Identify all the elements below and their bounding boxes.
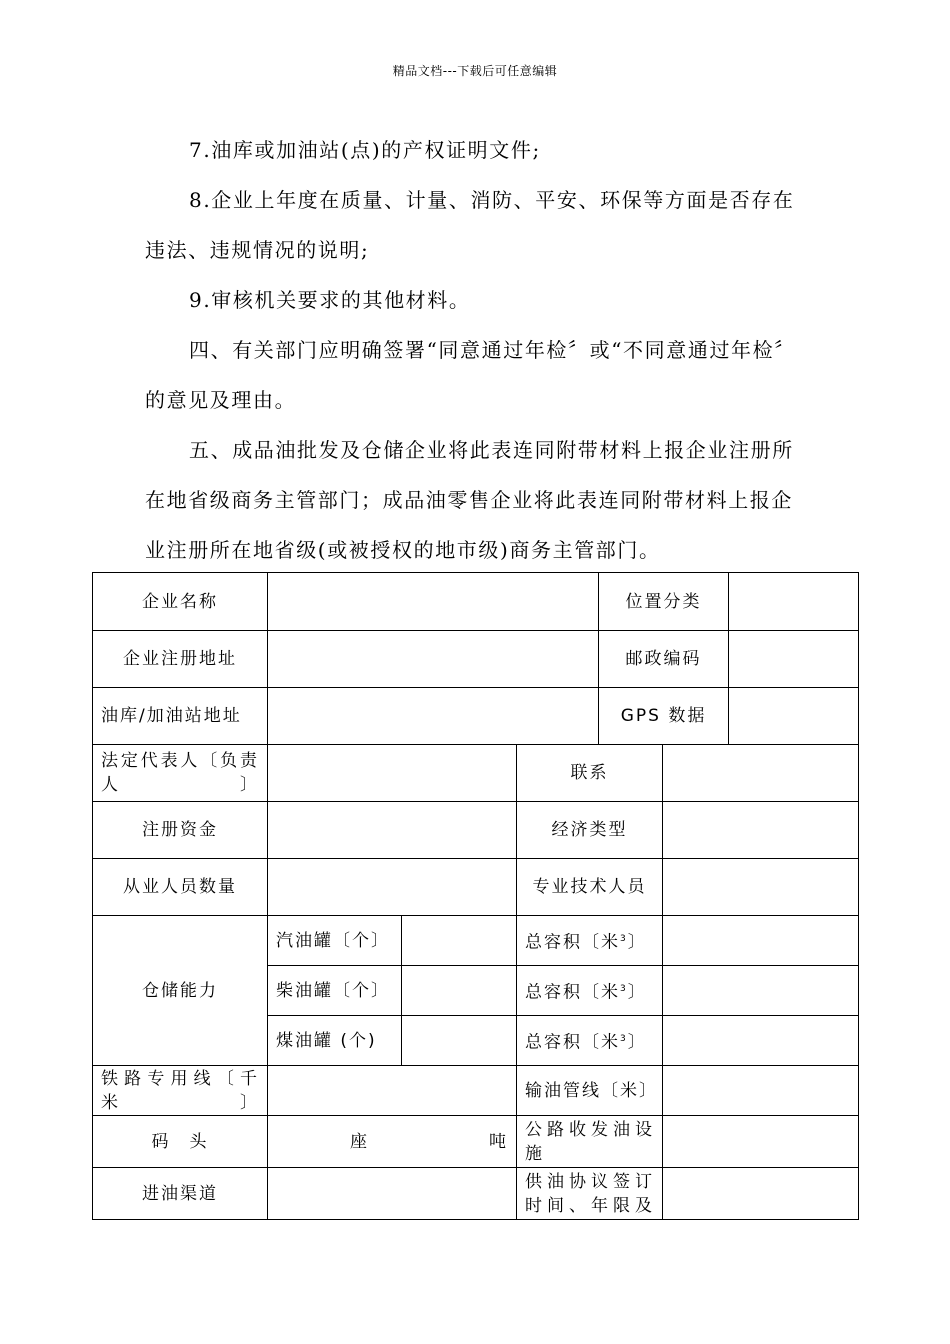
kerosene-tank-field[interactable]	[402, 1016, 517, 1066]
diesel-volume-field[interactable]	[663, 966, 859, 1016]
depot-address-field[interactable]	[268, 688, 599, 745]
table-row	[93, 916, 859, 966]
legal-rep-field[interactable]	[268, 745, 517, 802]
road-facility-field[interactable]	[663, 1116, 859, 1168]
supply-agreement-label: 供油协议签订时间、年限及	[517, 1168, 663, 1220]
road-facility-label: 公路收发油设施	[517, 1116, 663, 1168]
storage-label: 仓储能力	[93, 916, 268, 1066]
econ-type-label: 经济类型	[517, 802, 663, 859]
kerosene-tank-label: 煤油罐 (个)	[268, 1016, 402, 1066]
contact-field[interactable]	[663, 745, 859, 802]
ton-unit-label: 吨	[489, 1131, 508, 1152]
wharf-field[interactable]	[268, 1116, 517, 1168]
contact-label: 联系	[517, 745, 663, 802]
diesel-tank-label: 柴油罐〔个〕	[268, 966, 402, 1016]
table-row	[93, 859, 859, 916]
location-class-label: 位置分类	[599, 573, 729, 631]
paragraph-item-9: 9.审核机关要求的其他材料。	[189, 288, 471, 312]
company-name-label: 企业名称	[93, 573, 268, 631]
wharf-label: 码 头	[93, 1116, 268, 1168]
table-row	[93, 573, 859, 631]
rail-line-label: 铁路专用线〔千米〕	[93, 1066, 268, 1116]
tech-staff-label: 专业技术人员	[517, 859, 663, 916]
postal-code-field[interactable]	[729, 631, 859, 688]
reg-address-label: 企业注册地址	[93, 631, 268, 688]
gas-tank-label: 汽油罐〔个〕	[268, 916, 402, 966]
kerosene-volume-field[interactable]	[663, 1016, 859, 1066]
legal-rep-label: 法定代表人〔负责人〕	[93, 745, 268, 802]
pipeline-label: 输油管线〔米〕	[517, 1066, 663, 1116]
diesel-volume-label: 总容积〔米$^3$〕	[517, 966, 663, 1016]
gps-label: GPS 数据	[599, 688, 729, 745]
table-row	[93, 1066, 859, 1116]
gas-volume-label: 总容积〔米$^3$〕	[517, 916, 663, 966]
gas-tank-field[interactable]	[402, 916, 517, 966]
company-name-field[interactable]	[268, 573, 599, 631]
table-row	[93, 1116, 859, 1168]
staff-count-field[interactable]	[268, 859, 517, 916]
paragraph-item-8: 8.企业上年度在质量、计量、消防、平安、环保等方面是否存在违法、违规情况的说明;	[145, 188, 795, 262]
gps-field[interactable]	[729, 688, 859, 745]
gas-volume-field[interactable]	[663, 916, 859, 966]
econ-type-field[interactable]	[663, 802, 859, 859]
supply-channel-field[interactable]	[268, 1168, 517, 1220]
registration-form-table	[92, 572, 859, 1220]
reg-capital-label: 注册资金	[93, 802, 268, 859]
table-row	[93, 631, 859, 688]
pipeline-field[interactable]	[663, 1066, 859, 1116]
depot-address-label: 油库/加油站地址	[93, 688, 268, 745]
paragraph-item-7: 7.油库或加油站(点)的产权证明文件;	[189, 138, 541, 162]
supply-agreement-field[interactable]	[663, 1168, 859, 1220]
page-header: 精品文档---下载后可任意编辑	[392, 64, 558, 78]
kerosene-volume-label: 总容积〔米$^3$〕	[517, 1016, 663, 1066]
paragraph-section-4: 四、有关部门应明确签署“同意通过年检〞或“不同意通过年检〞的意见及理由。	[145, 338, 796, 412]
table-row	[93, 688, 859, 745]
location-class-field[interactable]	[729, 573, 859, 631]
table-row	[93, 745, 859, 802]
diesel-tank-field[interactable]	[402, 966, 517, 1016]
seat-unit-label: 座	[350, 1131, 369, 1152]
rail-line-field[interactable]	[268, 1066, 517, 1116]
paragraph-section-5: 五、成品油批发及仓储企业将此表连同附带材料上报企业注册所在地省级商务主管部门；成品油零售企业将此表连同附带材料上报企业注册所在地省级(或被授权的地市级)商务主管部门。	[145, 438, 794, 562]
table-row	[93, 1168, 859, 1220]
tech-staff-field[interactable]	[663, 859, 859, 916]
table-row	[93, 802, 859, 859]
reg-capital-field[interactable]	[268, 802, 517, 859]
reg-address-field[interactable]	[268, 631, 599, 688]
supply-channel-label: 进油渠道	[93, 1168, 268, 1220]
postal-code-label: 邮政编码	[599, 631, 729, 688]
staff-count-label: 从业人员数量	[93, 859, 268, 916]
